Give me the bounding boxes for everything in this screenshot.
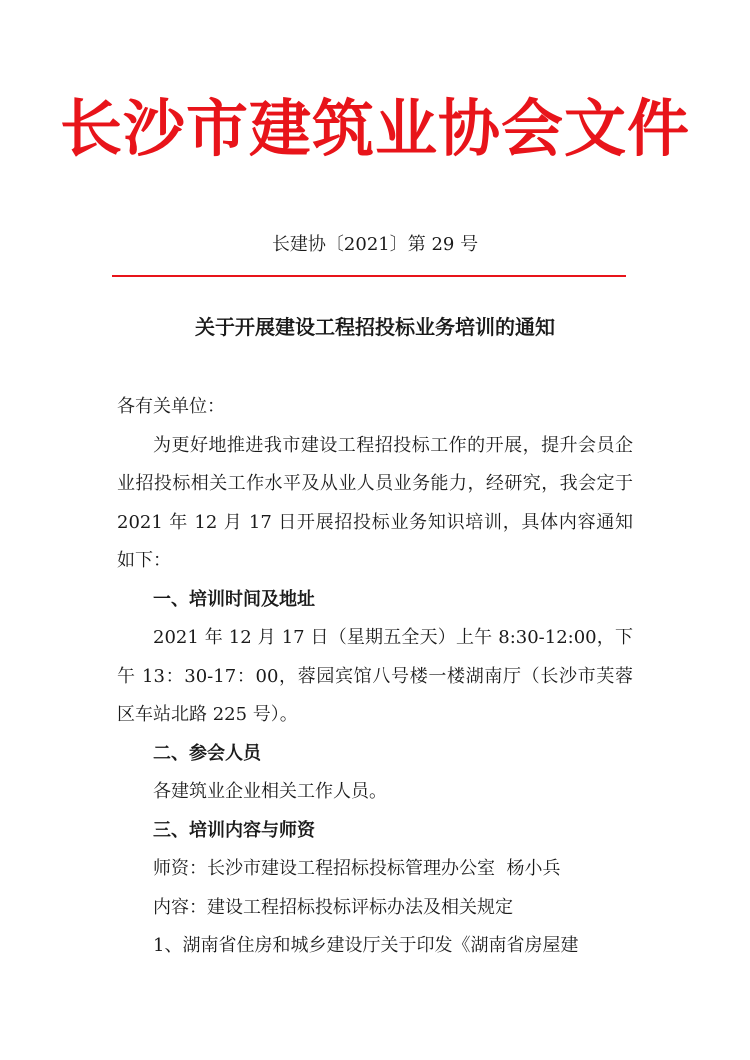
red-divider	[112, 275, 626, 277]
notice-title: 关于开展建设工程招投标业务培训的通知	[195, 315, 555, 339]
intro-paragraph: 为更好地推进我市建设工程招投标工作的开展，提升会员企业招投标相关工作水平及从业人员业务能力，经研究，我会定于 2021 年 12 月 17 日开展招投标业务知识培训，具体内容通知如下：	[117, 434, 633, 571]
section-heading-attendees: 二、参会人员	[153, 742, 261, 764]
document-number: 长建协〔2021〕第 29 号	[271, 234, 479, 255]
content-item-1: 1、湖南省住房和城乡建设厅关于印发《湖南省房屋建	[153, 935, 579, 956]
section-heading-content-teacher: 三、培训内容与师资	[153, 819, 315, 841]
teacher-line: 师资：长沙市建设工程招标投标管理办公室 杨小兵	[153, 858, 561, 879]
masthead-title: 长沙市建筑业协会文件	[59, 92, 690, 165]
section-text-time-location: 2021 年 12 月 17 日（星期五全天）上午 8:30-12:00，下午 13：30-17：00，蓉园宾馆八号楼一楼湖南厅（长沙市芙蓉区车站北路 225 号）。	[117, 627, 633, 725]
content-line: 内容：建设工程招标投标评标办法及相关规定	[153, 896, 513, 918]
salutation: 各有关单位：	[117, 396, 225, 417]
section-heading-time-location: 一、培训时间及地址	[153, 588, 315, 610]
notice-body	[117, 388, 633, 966]
section-text-attendees: 各建筑业企业相关工作人员。	[153, 781, 387, 802]
